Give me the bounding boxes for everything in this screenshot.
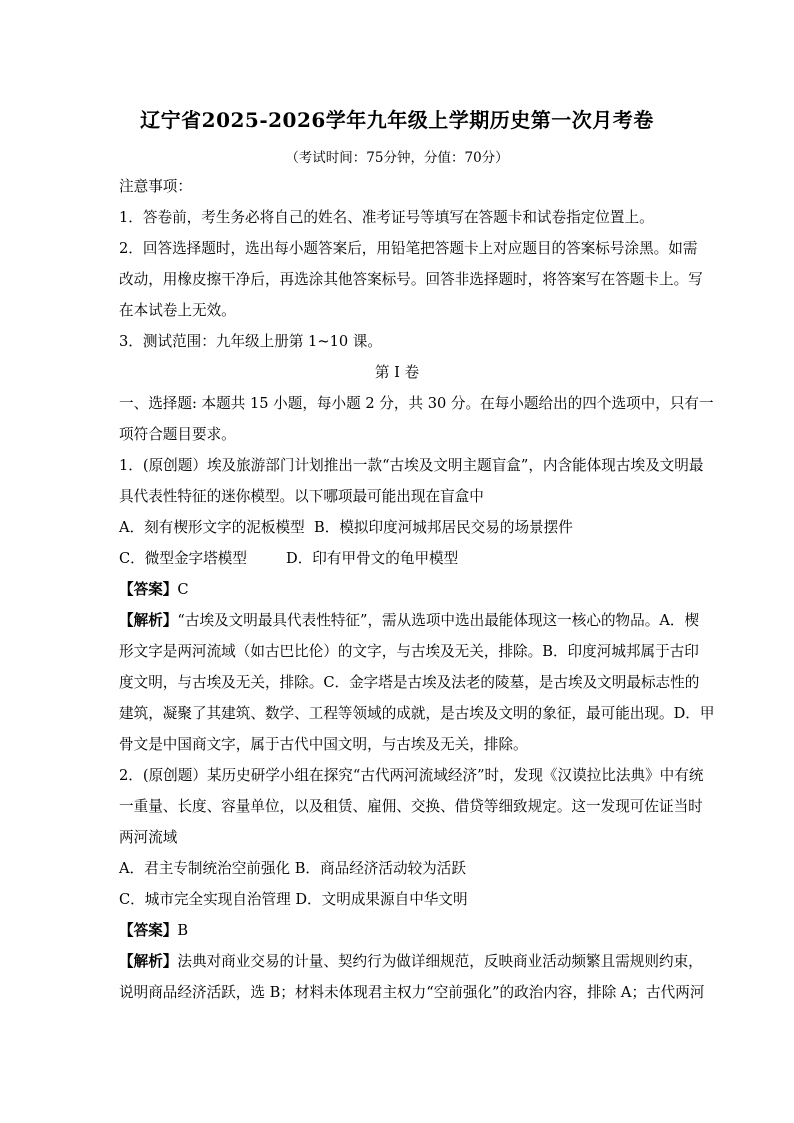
notice-item: 改动，用橡皮擦干净后，再选涂其他答案标号。回答非选择题时，将答案写在答题卡上。写 [119,271,703,288]
option-row [119,549,693,569]
notice-heading: 注意事项： [119,178,192,195]
notice-item: 在本试卷上无效。 [119,302,236,319]
option-a: A．刻有楔形文字的泥板模型 [119,519,305,536]
option-row: A．君主专制统治空前强化 B．商品经济活动较为活跃 [119,860,466,877]
answer-value: B [177,922,189,939]
answer-value: C [177,581,189,598]
analysis-label: 【解析】 [119,612,178,629]
analysis-text: 度文明，与古埃及无关，排除。C．金字塔是古埃及法老的陵墓，是古埃及文明最标志性的 [119,674,700,691]
question-stem: 2．(原创题）某历史研学小组在探究“古代两河流域经济”时，发现《汉谟拉比法典》中有统 [119,767,704,784]
question-stem: 一重量、长度、容量单位，以及租赁、雇佣、交换、借贷等细致规定。这一发现可佐证当时 [119,798,703,815]
answer-label: 【答案】 [119,922,178,939]
option-row [119,518,693,538]
question-stem: 1．(原创题）埃及旅游部门计划推出一款“古埃及文明主题盲盒”，内含能体现古埃及文明最 [119,457,704,474]
analysis-text: “古埃及文明最具代表性特征”，需从选项中选出最能体现这一核心的物品。A．楔 [177,612,700,629]
notice-item: 2．回答选择题时，选出每小题答案后，用铅笔把答题卡上对应题目的答案标号涂黑。如需 [119,240,698,257]
question-stem: 两河流域 [119,829,178,846]
analysis-line [119,611,700,631]
analysis-label: 【解析】 [119,953,178,970]
part-instructions: 一、选择题: 本题共 15 小题，每小题 2 分，共 30 分。在每小题给出的四个选项中，只有一 [119,395,714,412]
analysis-text: 形文字是两河流域（如古巴比伦）的文字，与古埃及无关，排除。B．印度河城邦属于古印 [119,643,699,660]
question-stem: 具代表性特征的迷你模型。以下哪项最可能出现在盲盒中 [119,488,484,505]
notice-item: 3．测试范围：九年级上册第 1~10 课。 [119,333,382,350]
analysis-text: 建筑，凝聚了其建筑、数学、工程等领域的成就，是古埃及文明的象征，最可能出现。D．甲 [119,705,715,722]
analysis-text: 法典对商业交易的计量、契约行为做详细规范，反映商业活动频繁且需规则约束， [177,953,703,970]
option-row: C．城市完全实现自治管理 D．文明成果源自中华文明 [119,891,468,908]
analysis-text: 骨文是中国商文字，属于古代中国文明，与古埃及无关，排除。 [119,736,528,753]
section-title: 第 I 卷 [374,364,420,381]
notice-item: 1．答卷前，考生务必将自己的姓名、准考证号等填写在答题卡和试卷指定位置上。 [119,209,654,226]
option-b: B．模拟印度河城邦居民交易的场景摆件 [314,519,573,536]
option-c: C．微型金字塔模型 [119,550,247,567]
analysis-line [119,952,703,972]
page-title: 辽宁省2025-2026学年九年级上学期历史第一次月考卷 [140,108,654,132]
option-d: D．印有甲骨文的龟甲模型 [286,550,459,567]
part-instructions: 项符合题目要求。 [119,426,236,443]
answer-line [119,580,693,600]
analysis-text: 说明商品经济活跃，选 B；材料未体现君主权力“空前强化”的政治内容，排除 A；古代两河 [119,984,705,1001]
exam-info: （考试时间：75分钟，分值：70分） [285,150,509,166]
answer-label: 【答案】 [119,581,178,598]
answer-line [119,921,693,941]
